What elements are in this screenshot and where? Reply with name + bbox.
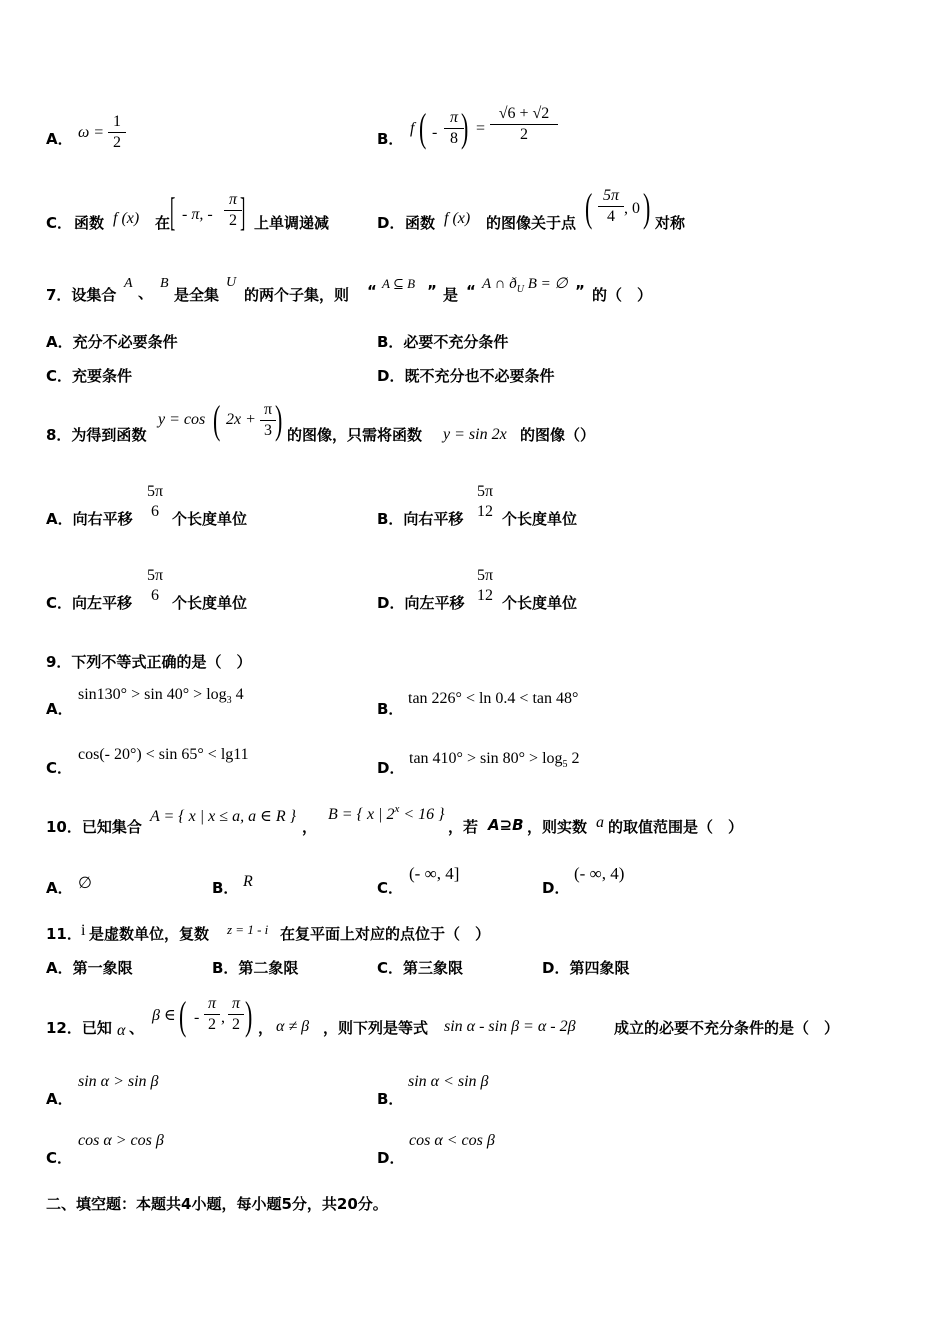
q6-b-f: f <box>410 120 415 137</box>
q6-d-rparen: ) <box>642 185 651 230</box>
q10-a-val: ∅ <box>78 875 92 892</box>
q6-d-label: D． <box>377 214 405 232</box>
q12-stem-d: 成立的必要不充分条件的是（ ） <box>614 1019 840 1037</box>
q11-stem-b: 是虚数单位，复数 <box>89 925 210 943</box>
q6-d-fx: f (x) <box>444 210 471 227</box>
q7-stem-c: 的两个子集，则 <box>244 286 350 304</box>
q6-a-math: ω = <box>78 124 105 141</box>
q7-option-b: B．必要不充分条件 <box>377 333 509 351</box>
q12-stem-c: ，则下列是等式 <box>323 1019 429 1037</box>
q12-stem-a: 12．已知 <box>46 1019 112 1037</box>
q10-d-val: (- ∞, 4) <box>574 864 625 883</box>
q11-option-a: A．第一象限 <box>46 959 133 977</box>
q12-a-math: sin α > sin β <box>78 1073 159 1090</box>
q10-set-b: B = { x | $2^x < 16$ } <box>328 803 445 823</box>
q8-a-tail: 个长度单位 <box>172 510 248 528</box>
q9-a-math: $\sin 130^\circ > \sin 40^\circ > \log_3 4$ <box>78 686 244 706</box>
q6-c-lbracket: [ <box>169 189 176 234</box>
q6-a-label: A． <box>46 130 73 148</box>
q6-c-interval: - π, - <box>182 206 213 223</box>
q8-y1: y = cos <box>158 411 206 428</box>
q6-d-lparen: ( <box>584 185 593 230</box>
q7-rquote-1: ” <box>427 282 437 300</box>
q6-d-text3: 对称 <box>655 214 686 232</box>
q6-d-fraction: $\frac{5\pi}{4}$ <box>598 186 624 227</box>
q6-d-text2: 的图像关于点 <box>486 214 577 232</box>
q9-c-label: C． <box>46 759 73 777</box>
q12-beta-in: β ∈ <box>152 1007 176 1024</box>
q12-rparen: ) <box>244 993 253 1038</box>
q10-stem-b: ，若 <box>448 818 479 836</box>
q6-b-fraction: $\frac{\pi}{8}$ <box>444 108 464 149</box>
q6-a-fraction: $\frac{1}{2}$ <box>108 112 126 153</box>
q8-c-tail: 个长度单位 <box>172 594 248 612</box>
q10-relation: A⊇B <box>488 816 524 834</box>
q7-stem-d: 是 <box>443 286 459 304</box>
q8-d-fraction: 5π 12 <box>476 567 494 604</box>
q8-b-label: B．向右平移 <box>377 510 464 528</box>
q7-option-a: A．充分不必要条件 <box>46 333 178 351</box>
q7-set-b: B <box>160 276 169 291</box>
q8-stem-c: 的图像（） <box>520 426 596 444</box>
q6-d-tail: , 0 <box>624 200 640 217</box>
q6-c-text1: 函数 <box>74 214 105 232</box>
q12-int-minus: - <box>194 1009 200 1026</box>
q8-stem-b: 的图像，只需将函数 <box>287 426 423 444</box>
q10-d-label: D． <box>542 879 570 897</box>
q8-stem-a: 8．为得到函数 <box>46 426 147 444</box>
q8-b-tail: 个长度单位 <box>502 510 578 528</box>
q9-stem: 9．下列不等式正确的是（ ） <box>46 653 252 671</box>
q8-d-tail: 个长度单位 <box>502 594 578 612</box>
q10-set-a: A = { x | x ≤ a, a ∈ R } <box>150 808 297 825</box>
q12-a-label: A． <box>46 1090 73 1108</box>
q11-option-c: C．第三象限 <box>377 959 464 977</box>
q9-c-math: cos(- 20°) < sin 65° < lg11 <box>78 746 249 763</box>
q8-arg: 2x + <box>226 411 256 428</box>
q10-var-a: a <box>596 814 604 831</box>
q10-stem-d: 的取值范围是（ ） <box>608 818 744 836</box>
q10-b-val: R <box>243 873 253 890</box>
q12-alpha: α <box>117 1022 126 1039</box>
q7-cond1: A ⊆ B <box>382 276 416 291</box>
q6-b-rparen: ) <box>460 105 469 150</box>
q6-c-text2: 在 <box>155 214 171 232</box>
q7-set-u: U <box>226 275 237 290</box>
q11-stem-a: 11． <box>46 925 82 943</box>
q7-sep: 、 <box>138 284 154 302</box>
section-2-title: 二、填空题：本题共4小题，每小题5分，共20分。 <box>46 1195 388 1213</box>
q8-c-fraction: 5π 6 <box>146 567 164 604</box>
q10-b-label: B． <box>212 879 239 897</box>
q10-c-label: C． <box>377 879 404 897</box>
q8-c-label: C．向左平移 <box>46 594 133 612</box>
q11-option-b: B．第二象限 <box>212 959 299 977</box>
q6-c-text3: 上单调递减 <box>254 214 330 232</box>
q9-b-math: tan 226° < ln 0.4 < tan 48° <box>408 690 579 707</box>
q12-d-label: D． <box>377 1149 405 1167</box>
q12-c-math: cos α > cos β <box>78 1132 164 1149</box>
q8-a-fraction: 5π 6 <box>146 483 164 520</box>
q12-neq: α ≠ β <box>276 1018 310 1035</box>
q10-c-val: (- ∞, 4] <box>409 864 460 883</box>
q8-a-label: A．向右平移 <box>46 510 133 528</box>
q6-d-text1: 函数 <box>405 214 436 232</box>
q6-c-fx: f (x) <box>113 210 140 227</box>
q12-b-math: sin α < sin β <box>408 1073 489 1090</box>
q8-b-fraction: 5π 12 <box>476 483 494 520</box>
q8-y2: y = sin 2x <box>443 426 507 443</box>
q9-a-label: A． <box>46 700 73 718</box>
q6-b-minus: - <box>432 124 438 141</box>
q11-stem-c: 在复平面上对应的点位于（ ） <box>280 925 491 943</box>
q6-b-eq: = <box>476 120 486 137</box>
q11-i: i <box>81 922 86 939</box>
q6-c-rbracket: ] <box>239 189 246 234</box>
q12-c-label: C． <box>46 1149 73 1167</box>
q12-d-math: cos α < cos β <box>409 1132 495 1149</box>
q12-int-frac1: $\frac{\pi}{2}$ <box>204 994 220 1035</box>
q12-stem-b: ， <box>258 1019 274 1037</box>
q7-stem-e: 的（ ） <box>592 286 653 304</box>
q10-stem-c: ，则实数 <box>527 818 588 836</box>
q7-lquote-1: “ <box>367 282 377 300</box>
q6-c-label: C． <box>46 214 73 232</box>
q12-lparen: ( <box>178 993 187 1038</box>
q12-int-comma: , <box>221 1009 225 1026</box>
q7-stem-b: 是全集 <box>174 286 220 304</box>
q7-lquote-2: “ <box>466 282 476 300</box>
q8-rparen: ) <box>274 397 283 442</box>
q9-d-label: D． <box>377 759 405 777</box>
q7-set-a: A <box>124 276 133 291</box>
q12-int-frac2: $\frac{\pi}{2}$ <box>228 994 244 1035</box>
q6-c-fraction: $\frac{\pi}{2}$ <box>224 190 242 231</box>
q8-lparen: ( <box>212 397 221 442</box>
q7-option-c: C．充要条件 <box>46 367 133 385</box>
q6-b-label: B． <box>377 130 404 148</box>
q8-arg-fraction: $\frac{\pi}{3}$ <box>260 400 276 441</box>
q7-option-d: D．既不充分也不必要条件 <box>377 367 555 385</box>
q6-b-lparen: ( <box>418 105 427 150</box>
q10-comma: ， <box>302 818 318 836</box>
q9-b-label: B． <box>377 700 404 718</box>
q11-z: z = 1 - i <box>227 922 269 937</box>
q12-eq: sin α - sin β = α - 2β <box>444 1018 576 1035</box>
q7-stem-a: 7．设集合 <box>46 286 117 304</box>
q10-a-label: A． <box>46 879 73 897</box>
q11-option-d: D．第四象限 <box>542 959 630 977</box>
q9-d-math: $\tan 410^\circ > \sin 80^\circ > \log_5 2$ <box>409 750 580 770</box>
q8-d-label: D．向左平移 <box>377 594 465 612</box>
q10-stem-a: 10．已知集合 <box>46 818 142 836</box>
q12-sep: 、 <box>129 1019 145 1037</box>
q6-b-rhs-fraction: $\frac{√6 + √2}{2}$ <box>490 104 558 145</box>
q7-cond2: A ∩ $ð_U$ B = ∅ <box>482 276 568 295</box>
q7-rquote-2: ” <box>575 282 585 300</box>
q12-b-label: B． <box>377 1090 404 1108</box>
